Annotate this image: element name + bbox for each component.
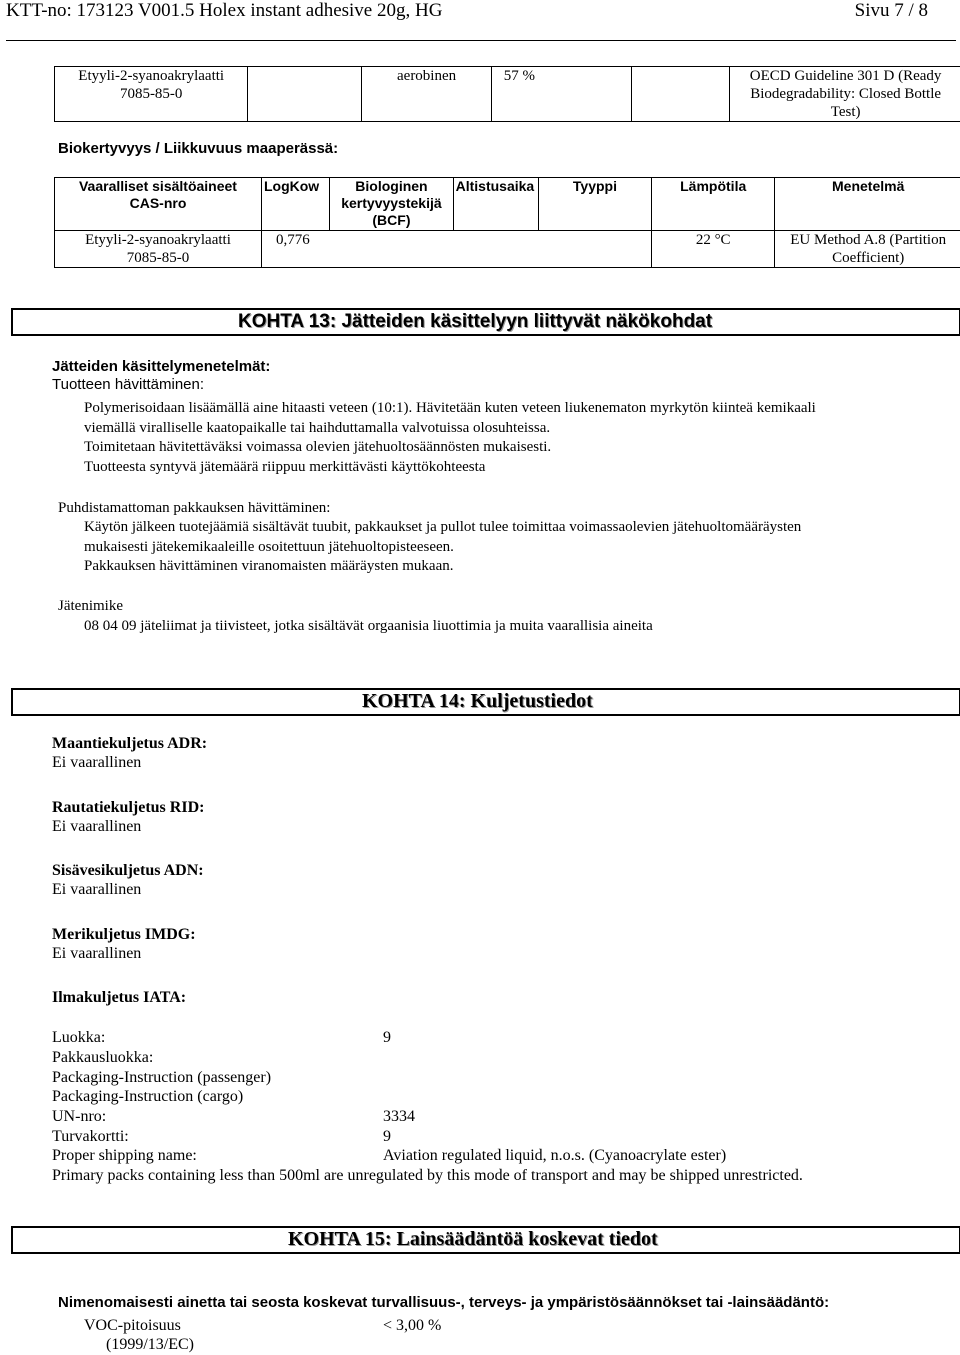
rid-value: Ei vaarallinen <box>52 817 141 837</box>
table-header-row <box>55 178 960 231</box>
method-line: OECD Guideline 301 D (Ready <box>732 67 959 85</box>
iata-field-label: Pakkausluokka: <box>52 1048 153 1068</box>
column-header-text: Menetelmä <box>832 178 904 194</box>
product-disposal-line: viemällä viralliselle kaatopaikalle tai haihduttamalla valvotuissa olosuhteissa. <box>84 418 550 438</box>
column-header-method <box>775 178 960 231</box>
table-row <box>55 231 960 268</box>
adn-value: Ei vaarallinen <box>52 880 141 900</box>
voc-regulation-ref: (1999/13/EC) <box>106 1335 194 1355</box>
method-value <box>775 231 960 268</box>
iata-field-label: Packaging-Instruction (cargo) <box>52 1087 243 1107</box>
iata-field-label: Luokka: <box>52 1028 105 1048</box>
iata-field-label: UN-nro: <box>52 1107 106 1127</box>
method-line: EU Method A.8 (Partition <box>777 231 959 249</box>
method-line: Coefficient) <box>777 249 959 267</box>
substance-name: Etyyli-2-syanoakrylaatti <box>57 231 259 249</box>
iata-field-value: Aviation regulated liquid, n.o.s. (Cyanoacrylate ester) <box>383 1146 726 1166</box>
packaging-disposal-line: mukaisesti jätekemikaaleille osoitettuun jätehuoltopisteeseen. <box>84 537 454 557</box>
waste-code: 08 04 09 jäteliimat ja tiivisteet, jotka sisältävät orgaanisia liuottimia ja muita vaarallisia aineita <box>84 616 653 636</box>
cas-number: 7085-85-0 <box>57 85 245 103</box>
imdg-label: Merikuljetus IMDG: <box>52 925 196 945</box>
bioaccumulation-heading: Biokertyvyys / Liikkuvuus maaperässä: <box>58 140 338 157</box>
regulations-heading: Nimenomaisesti ainetta tai seosta koskevat turvallisuus-, terveys- ja ympäristösäännökset tai -lainsäädäntö: <box>58 1294 829 1311</box>
section-15-title: KOHTA 15: Lainsäädäntöä koskevat tiedot <box>288 1228 658 1251</box>
rid-label: Rautatiekuljetus RID: <box>52 798 204 818</box>
bioaccumulation-table <box>54 177 960 268</box>
column-header-text: (BCF) <box>332 212 450 229</box>
column-header-text: Lämpötila <box>680 178 746 194</box>
column-header-substance <box>55 178 262 231</box>
temperature-value: 22 °C <box>652 231 775 268</box>
result-cell: 57 % <box>491 67 631 122</box>
product-disposal-line: Polymerisoidaan lisäämällä aine hitaasti veteen (10:1). Hävitetään kuten veteen liukenematon myrkytön kiinteä kemikaali <box>84 398 816 418</box>
method-line: Test) <box>732 103 959 121</box>
adr-value: Ei vaarallinen <box>52 753 141 773</box>
iata-field-value: 9 <box>383 1028 391 1048</box>
packaging-disposal-line: Pakkauksen hävittäminen viranomaisten määräysten mukaan. <box>84 556 453 576</box>
adr-label: Maantiekuljetus ADR: <box>52 734 207 754</box>
column-header-text: Vaaralliset sisältöaineet <box>57 178 259 195</box>
substance-cell <box>55 67 248 122</box>
iata-field-label: Packaging-Instruction (passenger) <box>52 1068 271 1088</box>
section-14-title: KOHTA 14: Kuljetustiedot <box>362 690 593 713</box>
method-line: Biodegradability: Closed Bottle <box>732 85 959 103</box>
waste-methods-heading: Jätteiden käsittelymenetelmät: <box>52 358 270 375</box>
table-row <box>55 67 960 122</box>
header-rule <box>6 40 956 41</box>
empty-cell <box>248 67 362 122</box>
voc-value: < 3,00 % <box>383 1316 441 1336</box>
iata-label: Ilmakuljetus IATA: <box>52 988 186 1008</box>
column-header-text: Biologinen <box>332 178 450 195</box>
column-header-temperature <box>652 178 775 231</box>
imdg-value: Ei vaarallinen <box>52 944 141 964</box>
iata-field-label: Turvakortti: <box>52 1127 129 1147</box>
column-header-text: CAS-nro <box>57 195 259 212</box>
adn-label: Sisävesikuljetus ADN: <box>52 861 204 881</box>
column-header-exposure: Altistusaika <box>453 178 538 231</box>
cas-number: 7085-85-0 <box>57 249 259 267</box>
empty-cell <box>631 67 729 122</box>
column-header-text: Tyyppi <box>573 178 617 194</box>
logkow-value: 0,776 <box>261 231 651 268</box>
packaging-disposal-line: Käytön jälkeen tuotejäämiä sisältävät tuubit, pakkaukset ja pullot tulee toimittaa voimassaolevien jätehuoltomääräysten <box>84 517 801 537</box>
product-disposal-label: Tuotteen hävittäminen: <box>52 376 204 393</box>
product-disposal-line: Tuotteesta syntyvä jätemäärä riippuu merkittävästi käyttökohteesta <box>84 457 485 477</box>
substance-cell <box>55 231 262 268</box>
substance-name: Etyyli-2-syanoakrylaatti <box>57 67 245 85</box>
waste-code-label: Jätenimike <box>58 596 123 616</box>
column-header-text: kertyvyystekijä <box>332 195 450 212</box>
page-number: Sivu 7 / 8 <box>855 0 928 22</box>
test-type-cell: aerobinen <box>362 67 491 122</box>
iata-field-value: 9 <box>383 1127 391 1147</box>
voc-label: VOC-pitoisuus <box>84 1316 181 1336</box>
column-header-bcf <box>330 178 453 231</box>
method-cell <box>730 67 960 122</box>
section-13-title: KOHTA 13: Jätteiden käsittelyyn liittyvät näkökohdat <box>238 311 712 333</box>
iata-note: Primary packs containing less than 500ml are unregulated by this mode of transport and may be shipped unrestricted. <box>52 1166 803 1186</box>
iata-field-value: 3334 <box>383 1107 415 1127</box>
document-header-title: KTT-no: 173123 V001.5 Holex instant adhesive 20g, HG <box>6 0 442 22</box>
product-disposal-line: Toimitetaan hävitettäväksi voimassa olevien jätehuoltosäännösten mukaisesti. <box>84 437 551 457</box>
packaging-disposal-label: Puhdistamattoman pakkauksen hävittäminen: <box>58 498 330 518</box>
column-header-logkow: LogKow <box>261 178 329 231</box>
biodegradation-table <box>54 66 960 122</box>
iata-field-label: Proper shipping name: <box>52 1146 197 1166</box>
column-header-type <box>538 178 651 231</box>
